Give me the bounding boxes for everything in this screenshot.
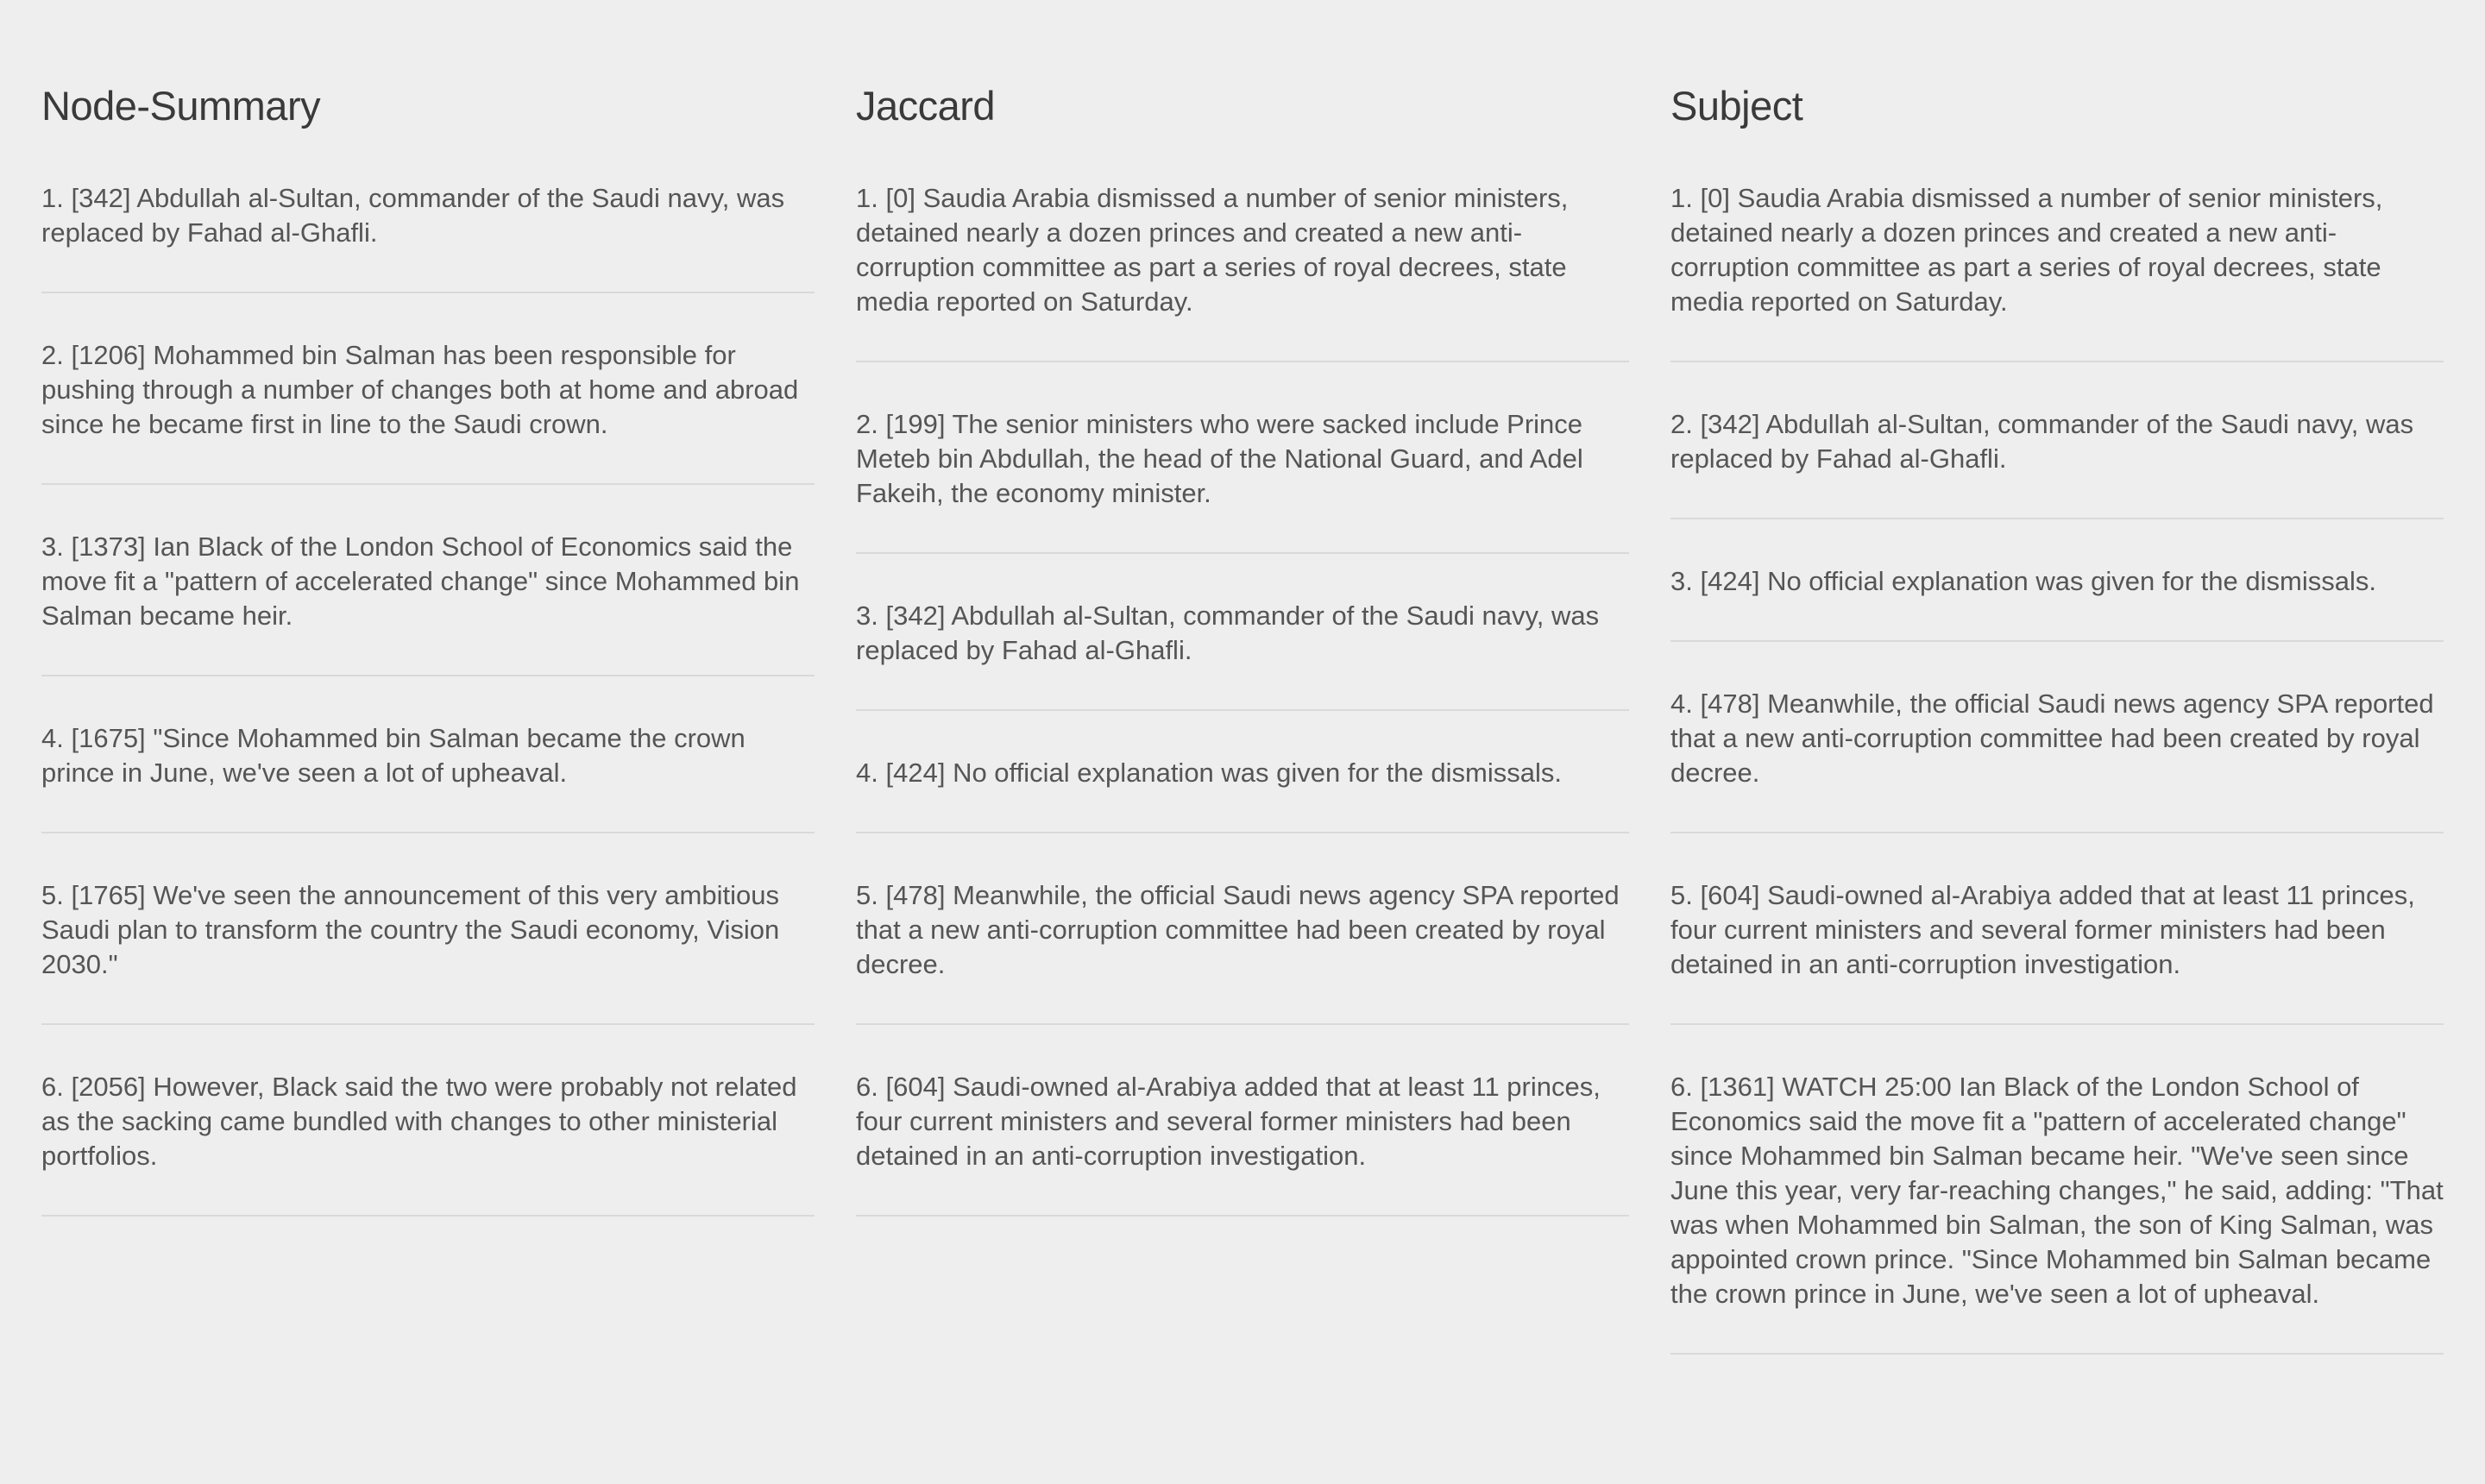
list-item — [856, 756, 1629, 833]
list-item — [1670, 564, 2444, 642]
sentence-text: Abdullah al-Sultan, commander of the Saudi navy, was replaced by Fahad al-Ghafli. — [1670, 409, 2414, 474]
item-number: 4. — [856, 758, 878, 788]
sentence-text: Saudi-owned al-Arabiya added that at least 11 princes, four current ministers and several former ministers had been detained in an anti-corruption investigation. — [1670, 880, 2415, 979]
item-number: 4. — [1670, 689, 1693, 719]
sentence-id: [1373] — [71, 531, 146, 562]
list-item — [856, 878, 1629, 1025]
sentence-id: [1675] — [71, 723, 146, 753]
sentence-text: Saudia Arabia dismissed a number of senior ministers, detained nearly a dozen princes and created a new anti-corruption committee as part a series of royal decrees, state media reported on Saturday. — [856, 183, 1569, 317]
sentence-id: [604] — [1700, 880, 1760, 910]
sentence-text: Mohammed bin Salman has been responsible for pushing through a number of changes both at home and abroad since he became first in line to the Saudi crown. — [41, 340, 799, 439]
item-number: 1. — [1670, 183, 1693, 213]
item-number: 3. — [1670, 566, 1693, 596]
column-jaccard — [856, 76, 1629, 1399]
column-title: Jaccard — [856, 83, 996, 129]
summary-comparison — [41, 76, 2444, 1399]
item-number: 4. — [41, 723, 64, 753]
list-item — [41, 1070, 815, 1217]
item-number: 6. — [1670, 1072, 1693, 1102]
item-number: 5. — [41, 880, 64, 910]
item-number: 6. — [41, 1072, 64, 1102]
sentence-id: [424] — [1700, 566, 1760, 596]
list-item — [41, 530, 815, 676]
item-number: 1. — [41, 183, 64, 213]
list-item — [856, 181, 1629, 362]
sentence-id: [199] — [885, 409, 946, 439]
sentence-id: [478] — [1700, 689, 1760, 719]
item-number: 2. — [41, 340, 64, 370]
list-item — [1670, 1070, 2444, 1355]
list-item — [1670, 687, 2444, 833]
item-number: 1. — [856, 183, 878, 213]
sentence-id: [1206] — [71, 340, 146, 370]
sentence-text: We've seen the announcement of this very ambitious Saudi plan to transform the country the Saudi economy, Vision 2030." — [41, 880, 780, 979]
list-item — [1670, 181, 2444, 362]
sentence-text: Meanwhile, the official Saudi news agency SPA reported that a new anti-corruption committee had been created by royal decree. — [1670, 689, 2434, 788]
item-number: 3. — [856, 601, 878, 631]
item-number: 5. — [856, 880, 878, 910]
sentence-text: Saudi-owned al-Arabiya added that at least 11 princes, four current ministers and several former ministers had been detained in an anti-corruption investigation. — [856, 1072, 1601, 1171]
item-number: 5. — [1670, 880, 1693, 910]
sentence-text: No official explanation was given for the dismissals. — [1767, 566, 2376, 596]
sentence-id: [0] — [1700, 183, 1730, 213]
list-item — [41, 721, 815, 833]
sentence-id: [424] — [885, 758, 946, 788]
sentence-id: [0] — [885, 183, 915, 213]
column-node-summary — [41, 76, 815, 1399]
sentence-text: WATCH 25:00 Ian Black of the London School of Economics said the move fit a "pattern of accelerated change" since Mohammed bin Salman became heir. "We've seen since June this year, very far-reaching changes," he said, adding: "That was when Mohammed bin Salman, the son of King Salman, was appointed crown prince. "Since Mohammed bin Salman became the crown prince in June, we've seen a lot of upheaval. — [1670, 1072, 2444, 1309]
list-item — [856, 407, 1629, 554]
sentence-text: The senior ministers who were sacked include Prince Meteb bin Abdullah, the head of the National Guard, and Adel Fakeih, the economy minister. — [856, 409, 1583, 508]
list-item — [1670, 878, 2444, 1025]
column-title: Node-Summary — [41, 83, 321, 129]
sentence-text: Ian Black of the London School of Economics said the move fit a "pattern of accelerated change" since Mohammed bin Salman became heir. — [41, 531, 800, 631]
item-number: 6. — [856, 1072, 878, 1102]
column-title: Subject — [1670, 83, 1803, 129]
list-item — [41, 878, 815, 1025]
sentence-text: Abdullah al-Sultan, commander of the Saudi navy, was replaced by Fahad al-Ghafli. — [856, 601, 1600, 665]
list-item — [1670, 407, 2444, 519]
sentence-id: [1765] — [71, 880, 146, 910]
column-subject — [1670, 76, 2444, 1399]
item-number: 2. — [856, 409, 878, 439]
item-number: 3. — [41, 531, 64, 562]
list-item — [856, 1070, 1629, 1217]
sentence-text: Meanwhile, the official Saudi news agency SPA reported that a new anti-corruption committee had been created by royal decree. — [856, 880, 1620, 979]
sentence-text: However, Black said the two were probably not related as the sacking came bundled with changes to other ministerial portfolios. — [41, 1072, 797, 1171]
sentence-id: [342] — [1700, 409, 1760, 439]
item-number: 2. — [1670, 409, 1693, 439]
sentence-id: [478] — [885, 880, 946, 910]
sentence-text: Saudia Arabia dismissed a number of senior ministers, detained nearly a dozen princes and created a new anti-corruption committee as part a series of royal decrees, state media reported on Saturday. — [1670, 183, 2383, 317]
sentence-text: No official explanation was given for the dismissals. — [953, 758, 1562, 788]
list-item — [856, 599, 1629, 711]
sentence-id: [604] — [885, 1072, 946, 1102]
sentence-id: [342] — [71, 183, 131, 213]
sentence-id: [342] — [885, 601, 946, 631]
list-item — [41, 181, 815, 293]
sentence-text: Abdullah al-Sultan, commander of the Saudi navy, was replaced by Fahad al-Ghafli. — [41, 183, 785, 248]
sentence-text: "Since Mohammed bin Salman became the crown prince in June, we've seen a lot of upheaval. — [41, 723, 746, 788]
list-item — [41, 338, 815, 485]
sentence-id: [2056] — [71, 1072, 146, 1102]
sentence-id: [1361] — [1700, 1072, 1775, 1102]
